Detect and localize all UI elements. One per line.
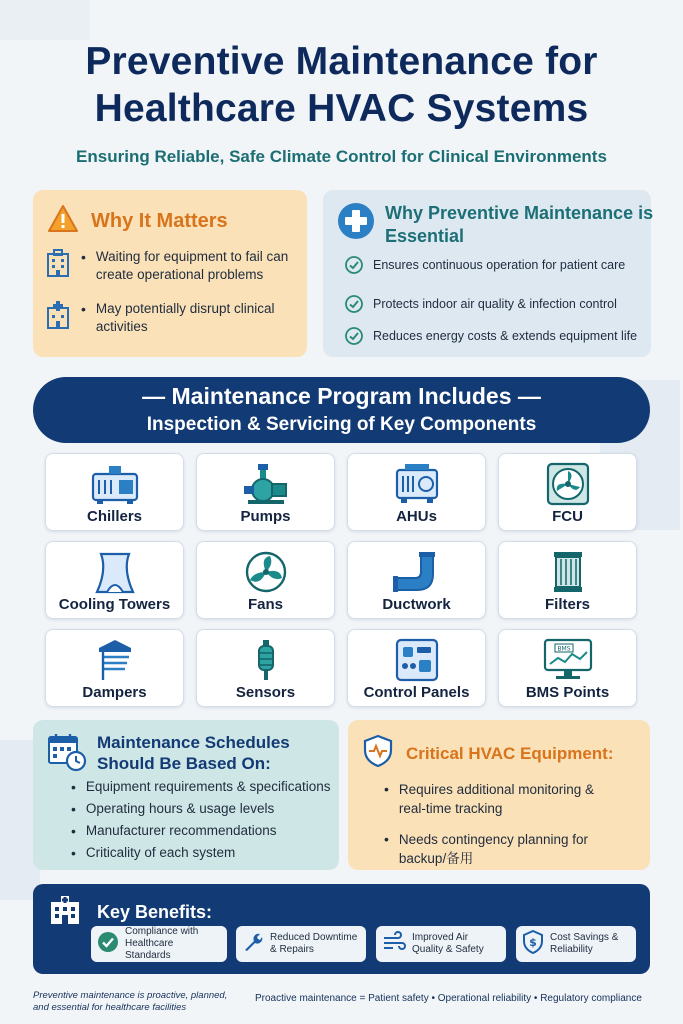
why-essential-title: Why Preventive Maintenance is Essential [385, 203, 654, 246]
list-item: • Operating hours & usage levels [71, 801, 275, 817]
program-title: — Maintenance Program Includes — [142, 383, 541, 409]
schedule-item: Equipment requirements & specifications [85, 779, 331, 794]
benefit-text: Cost Savings & [550, 932, 619, 943]
maintenance-schedules-card [33, 720, 339, 870]
footer-tagline [33, 990, 243, 1014]
component-card [347, 541, 486, 619]
ahu-icon [348, 460, 485, 508]
building-icon [45, 248, 71, 281]
hospital-building-icon [47, 894, 83, 931]
list-item: • Equipment requirements & specifications [71, 779, 331, 795]
benefit-item [236, 926, 366, 962]
component-card [498, 629, 637, 707]
component-label: Fans [247, 596, 283, 613]
shield-pulse-icon [362, 734, 394, 773]
why-matters-item: May potentially disrupt clinical activities [95, 301, 275, 334]
footer-tagline-line-2: and essential for healthcare facilities [33, 1002, 187, 1013]
page-title [0, 38, 683, 132]
why-matters-item: Waiting for equipment to fail can create operational problems [95, 249, 289, 282]
schedule-item: Criticality of each system [85, 845, 236, 860]
list-item: • Criticality of each system [71, 845, 236, 861]
component-card [196, 541, 335, 619]
list-item [345, 327, 645, 348]
benefit-text: Reduced Downtime [270, 932, 358, 943]
schedule-item: Operating hours & usage levels [85, 801, 275, 816]
list-item: • Waiting for equipment to fail can create operational problems [45, 248, 295, 284]
list-item [345, 256, 645, 277]
benefit-text: & Repairs [270, 944, 314, 955]
schedules-title-line-1: Maintenance Schedules [97, 733, 290, 752]
svg-text:$: $ [529, 935, 537, 949]
component-card [347, 629, 486, 707]
filter-icon [499, 548, 636, 596]
fan-icon [197, 548, 334, 596]
component-label: Chillers [86, 508, 143, 525]
hospital-icon [45, 300, 71, 333]
component-label: Dampers [82, 684, 147, 701]
component-label: FCU [552, 508, 583, 525]
schedules-title [97, 732, 290, 777]
check-circle-icon [345, 295, 363, 316]
pump-icon [197, 460, 334, 508]
control-panel-icon [348, 636, 485, 684]
why-it-matters-title: Why It Matters [91, 210, 228, 232]
footer-tagline-line-1: Preventive maintenance is proactive, planned, [33, 990, 228, 1001]
page-subtitle: Ensuring Reliable, Safe Climate Control for Clinical Environments [76, 147, 607, 166]
benefit-text: Quality & Safety [412, 944, 484, 955]
list-item: • Needs contingency planning for backup/备用 [384, 830, 624, 868]
component-label: BMS Points [525, 684, 610, 701]
list-item: • Manufacturer recommendations [71, 823, 277, 839]
component-label: Control Panels [363, 684, 470, 701]
benefit-text: Healthcare Standards [125, 938, 174, 961]
component-card [196, 453, 335, 531]
check-circle-icon [97, 931, 119, 958]
component-card [45, 541, 184, 619]
benefit-item [376, 926, 506, 962]
bms-screen-text: BMS [556, 645, 571, 653]
critical-item: Requires additional monitoring & real-time tracking [398, 782, 595, 816]
benefit-text: Reliability [550, 944, 593, 955]
component-card [498, 453, 637, 531]
component-card [347, 453, 486, 531]
component-label: Sensors [235, 684, 296, 701]
list-item: • Requires additional monitoring & real-time tracking [384, 780, 624, 818]
program-subtitle: Inspection & Servicing of Key Components [146, 414, 537, 435]
benefit-item [516, 926, 636, 962]
bg-plus-shape [0, 0, 90, 40]
benefit-item [91, 926, 227, 962]
component-label: Ductwork [382, 596, 451, 613]
component-label: AHUs [396, 508, 437, 525]
check-circle-icon [345, 256, 363, 277]
ductwork-icon [348, 548, 485, 596]
component-card [196, 629, 335, 707]
benefit-text: Improved Air [412, 932, 469, 943]
component-card [45, 453, 184, 531]
title-line-2: Healthcare HVAC Systems [94, 87, 589, 130]
key-benefits-card [33, 884, 650, 974]
cooling-tower-icon [46, 548, 183, 596]
component-card [45, 629, 184, 707]
list-item: • May potentially disrupt clinical activities [45, 300, 295, 336]
essential-item: Reduces energy costs & extends equipment life [373, 329, 638, 343]
component-card [498, 541, 637, 619]
schedule-item: Manufacturer recommendations [85, 823, 277, 838]
list-item [345, 295, 645, 316]
wrench-icon [242, 931, 264, 958]
component-label: Pumps [240, 508, 291, 525]
damper-icon [46, 636, 183, 684]
bms-monitor-icon [499, 636, 636, 684]
component-label: Cooling Towers [58, 596, 171, 613]
shield-dollar-icon [522, 930, 544, 959]
air-flow-icon [382, 931, 406, 958]
warning-icon [47, 204, 79, 239]
chiller-icon [46, 460, 183, 508]
check-circle-icon [345, 327, 363, 348]
medical-cross-icon [337, 202, 375, 248]
benefit-text: Compliance with [125, 926, 199, 937]
program-banner [33, 377, 650, 443]
calendar-clock-icon [47, 732, 87, 777]
benefits-title: Key Benefits: [97, 902, 213, 922]
fcu-icon [499, 460, 636, 508]
schedules-title-line-2: Should Be Based On: [97, 754, 271, 773]
critical-title: Critical HVAC Equipment: [406, 743, 614, 763]
critical-equipment-card [348, 720, 650, 870]
title-line-1: Preventive Maintenance for [85, 40, 598, 83]
essential-item: Ensures continuous operation for patient care [373, 258, 626, 272]
why-essential-card [323, 190, 654, 357]
critical-item: Needs contingency planning for backup/备用 [398, 832, 589, 866]
footer-summary: Proactive maintenance = Patient safety • Operational reliability • Regulatory compliance [255, 993, 642, 1004]
component-label: Filters [544, 596, 590, 613]
sensor-icon [197, 636, 334, 684]
why-it-matters-card [33, 190, 307, 357]
essential-item: Protects indoor air quality & infection control [373, 297, 617, 311]
